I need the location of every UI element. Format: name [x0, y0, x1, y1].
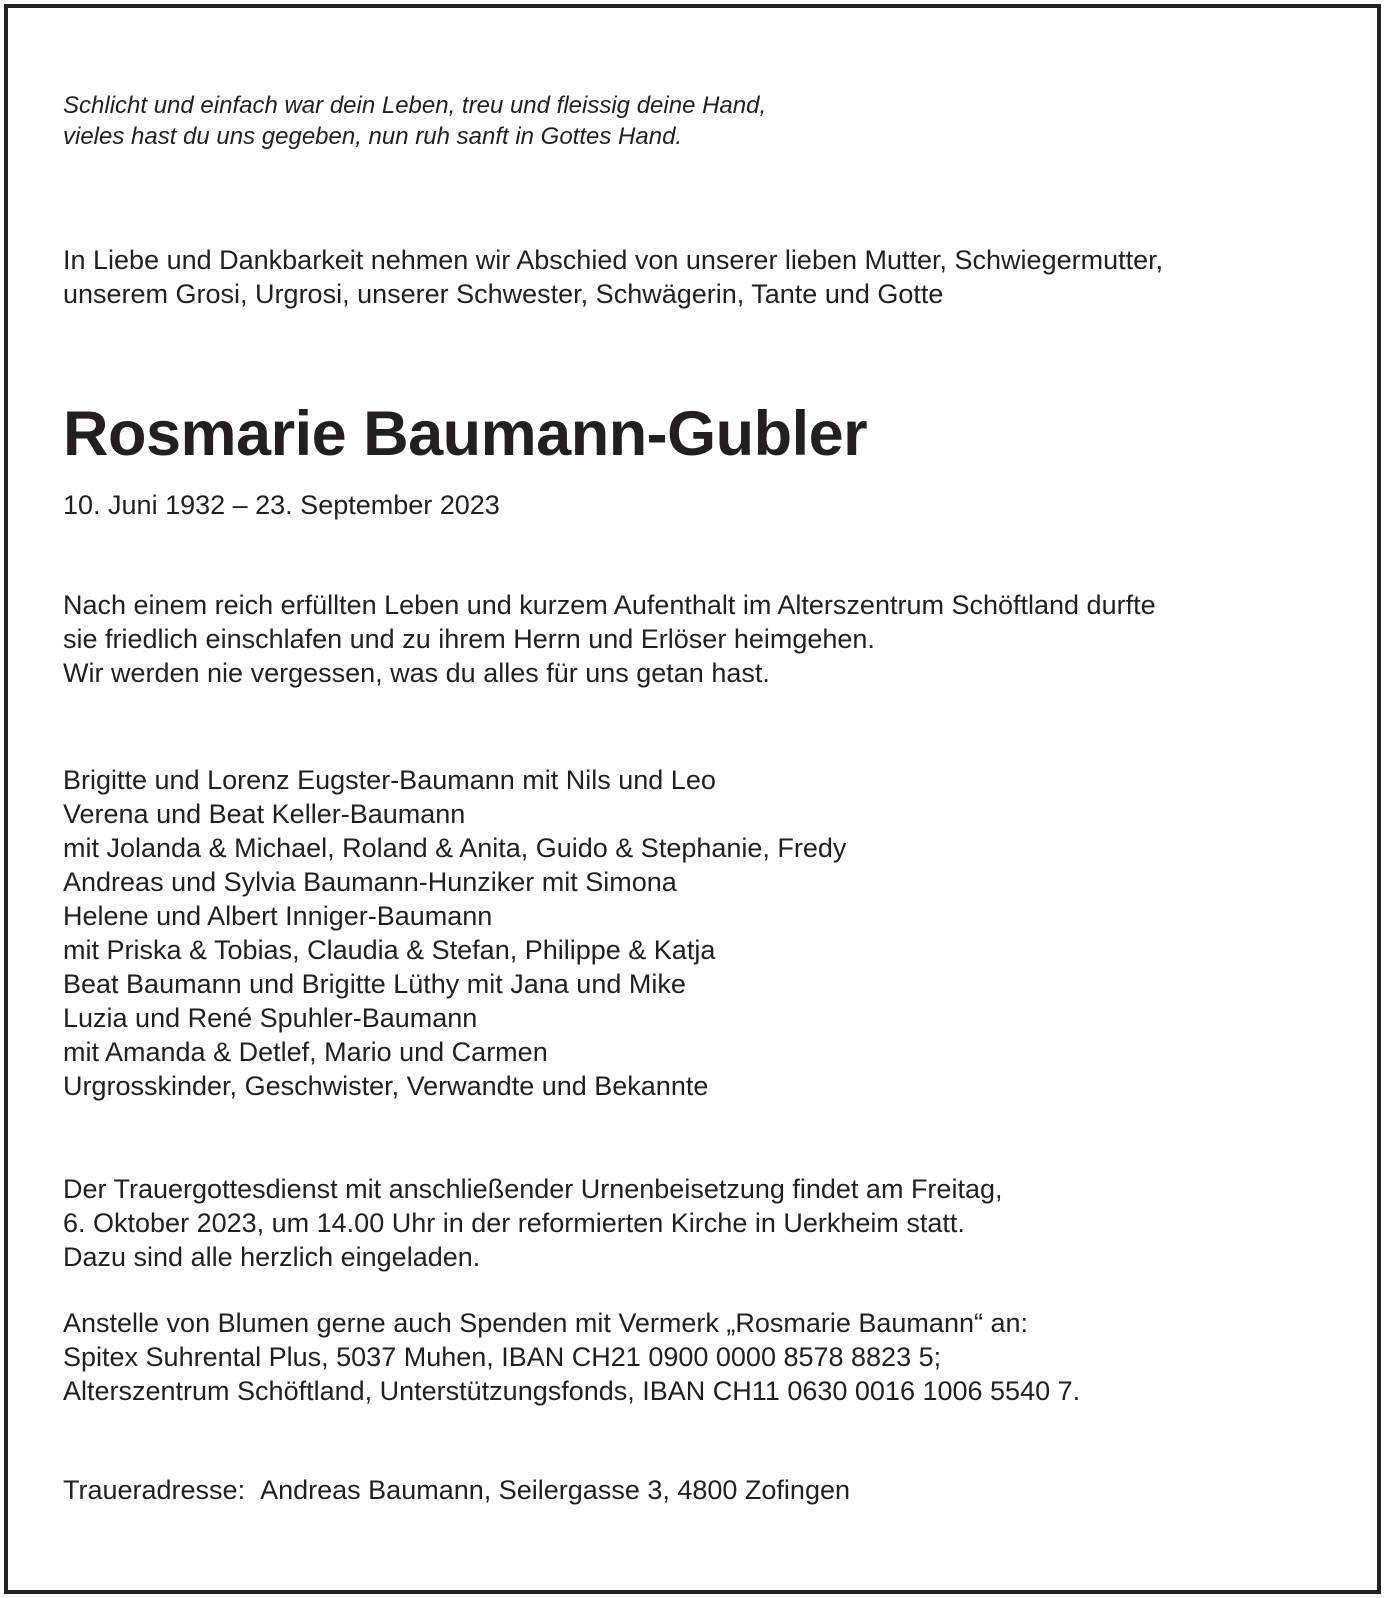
farewell-message — [63, 588, 1156, 690]
motto-line: vieles hast du uns gegeben, nun ruh sanft in Gottes Hand. — [63, 123, 683, 150]
service-line: Dazu sind alle herzlich eingeladen. — [63, 1242, 481, 1272]
service-line: 6. Oktober 2023, um 14.00 Uhr in der reformierten Kirche in Uerkheim statt. — [63, 1208, 965, 1238]
message-line: Nach einem reich erfüllten Leben und kurzem Aufenthalt im Alterszentrum Schöftland durfte — [63, 590, 1156, 620]
family-line: Verena und Beat Keller-Baumann — [63, 799, 466, 829]
family-line: Beat Baumann und Brigitte Lüthy mit Jana und Mike — [63, 969, 686, 999]
intro-line: unserem Grosi, Urgrosi, unserer Schwester, Schwägerin, Tante und Gotte — [63, 279, 944, 309]
family-list — [63, 763, 846, 1103]
mourning-address — [63, 1473, 850, 1507]
message-line: sie friedlich einschlafen und zu ihrem Herrn und Erlöser heimgehen. — [63, 624, 875, 654]
life-dates: 10. Juni 1932 – 23. September 2023 — [63, 490, 500, 520]
family-line: Helene und Albert Inniger-Baumann — [63, 901, 493, 931]
address-label: Traueradresse: — [63, 1475, 246, 1505]
donation-line: Spitex Suhrental Plus, 5037 Muhen, IBAN CH21 0900 0000 8578 8823 5; — [63, 1342, 942, 1372]
service-info — [63, 1172, 1002, 1274]
obituary-frame — [4, 4, 1381, 1594]
service-line: Der Trauergottesdienst mit anschließender Urnenbeisetzung findet am Freitag, — [63, 1174, 1003, 1204]
donation-line: Alterszentrum Schöftland, Unterstützungsfonds, IBAN CH11 0630 0016 1006 5540 7. — [63, 1376, 1081, 1406]
deceased-name: Rosmarie Baumann-Gubler — [63, 399, 868, 469]
address-value: Andreas Baumann, Seilergasse 3, 4800 Zofingen — [260, 1475, 850, 1505]
family-line: Brigitte und Lorenz Eugster-Baumann mit Nils und Leo — [63, 765, 716, 795]
family-line: mit Jolanda & Michael, Roland & Anita, Guido & Stephanie, Fredy — [63, 833, 847, 863]
family-line: mit Amanda & Detlef, Mario und Carmen — [63, 1037, 548, 1067]
family-line: Luzia und René Spuhler-Baumann — [63, 1003, 478, 1033]
message-line: Wir werden nie vergessen, was du alles für uns getan hast. — [63, 658, 770, 688]
family-line: Andreas und Sylvia Baumann-Hunziker mit Simona — [63, 867, 677, 897]
donation-line: Anstelle von Blumen gerne auch Spenden mit Vermerk „Rosmarie Baumann“ an: — [63, 1308, 1028, 1338]
motto-verse — [63, 90, 766, 152]
motto-line: Schlicht und einfach war dein Leben, treu und fleissig deine Hand, — [63, 92, 767, 119]
donation-info — [63, 1306, 1080, 1408]
intro-text — [63, 243, 1163, 311]
family-line: mit Priska & Tobias, Claudia & Stefan, Philippe & Katja — [63, 935, 716, 965]
intro-line: In Liebe und Dankbarkeit nehmen wir Abschied von unserer lieben Mutter, Schwiegermutter, — [63, 245, 1164, 275]
family-line: Urgrosskinder, Geschwister, Verwandte und Bekannte — [63, 1071, 709, 1101]
